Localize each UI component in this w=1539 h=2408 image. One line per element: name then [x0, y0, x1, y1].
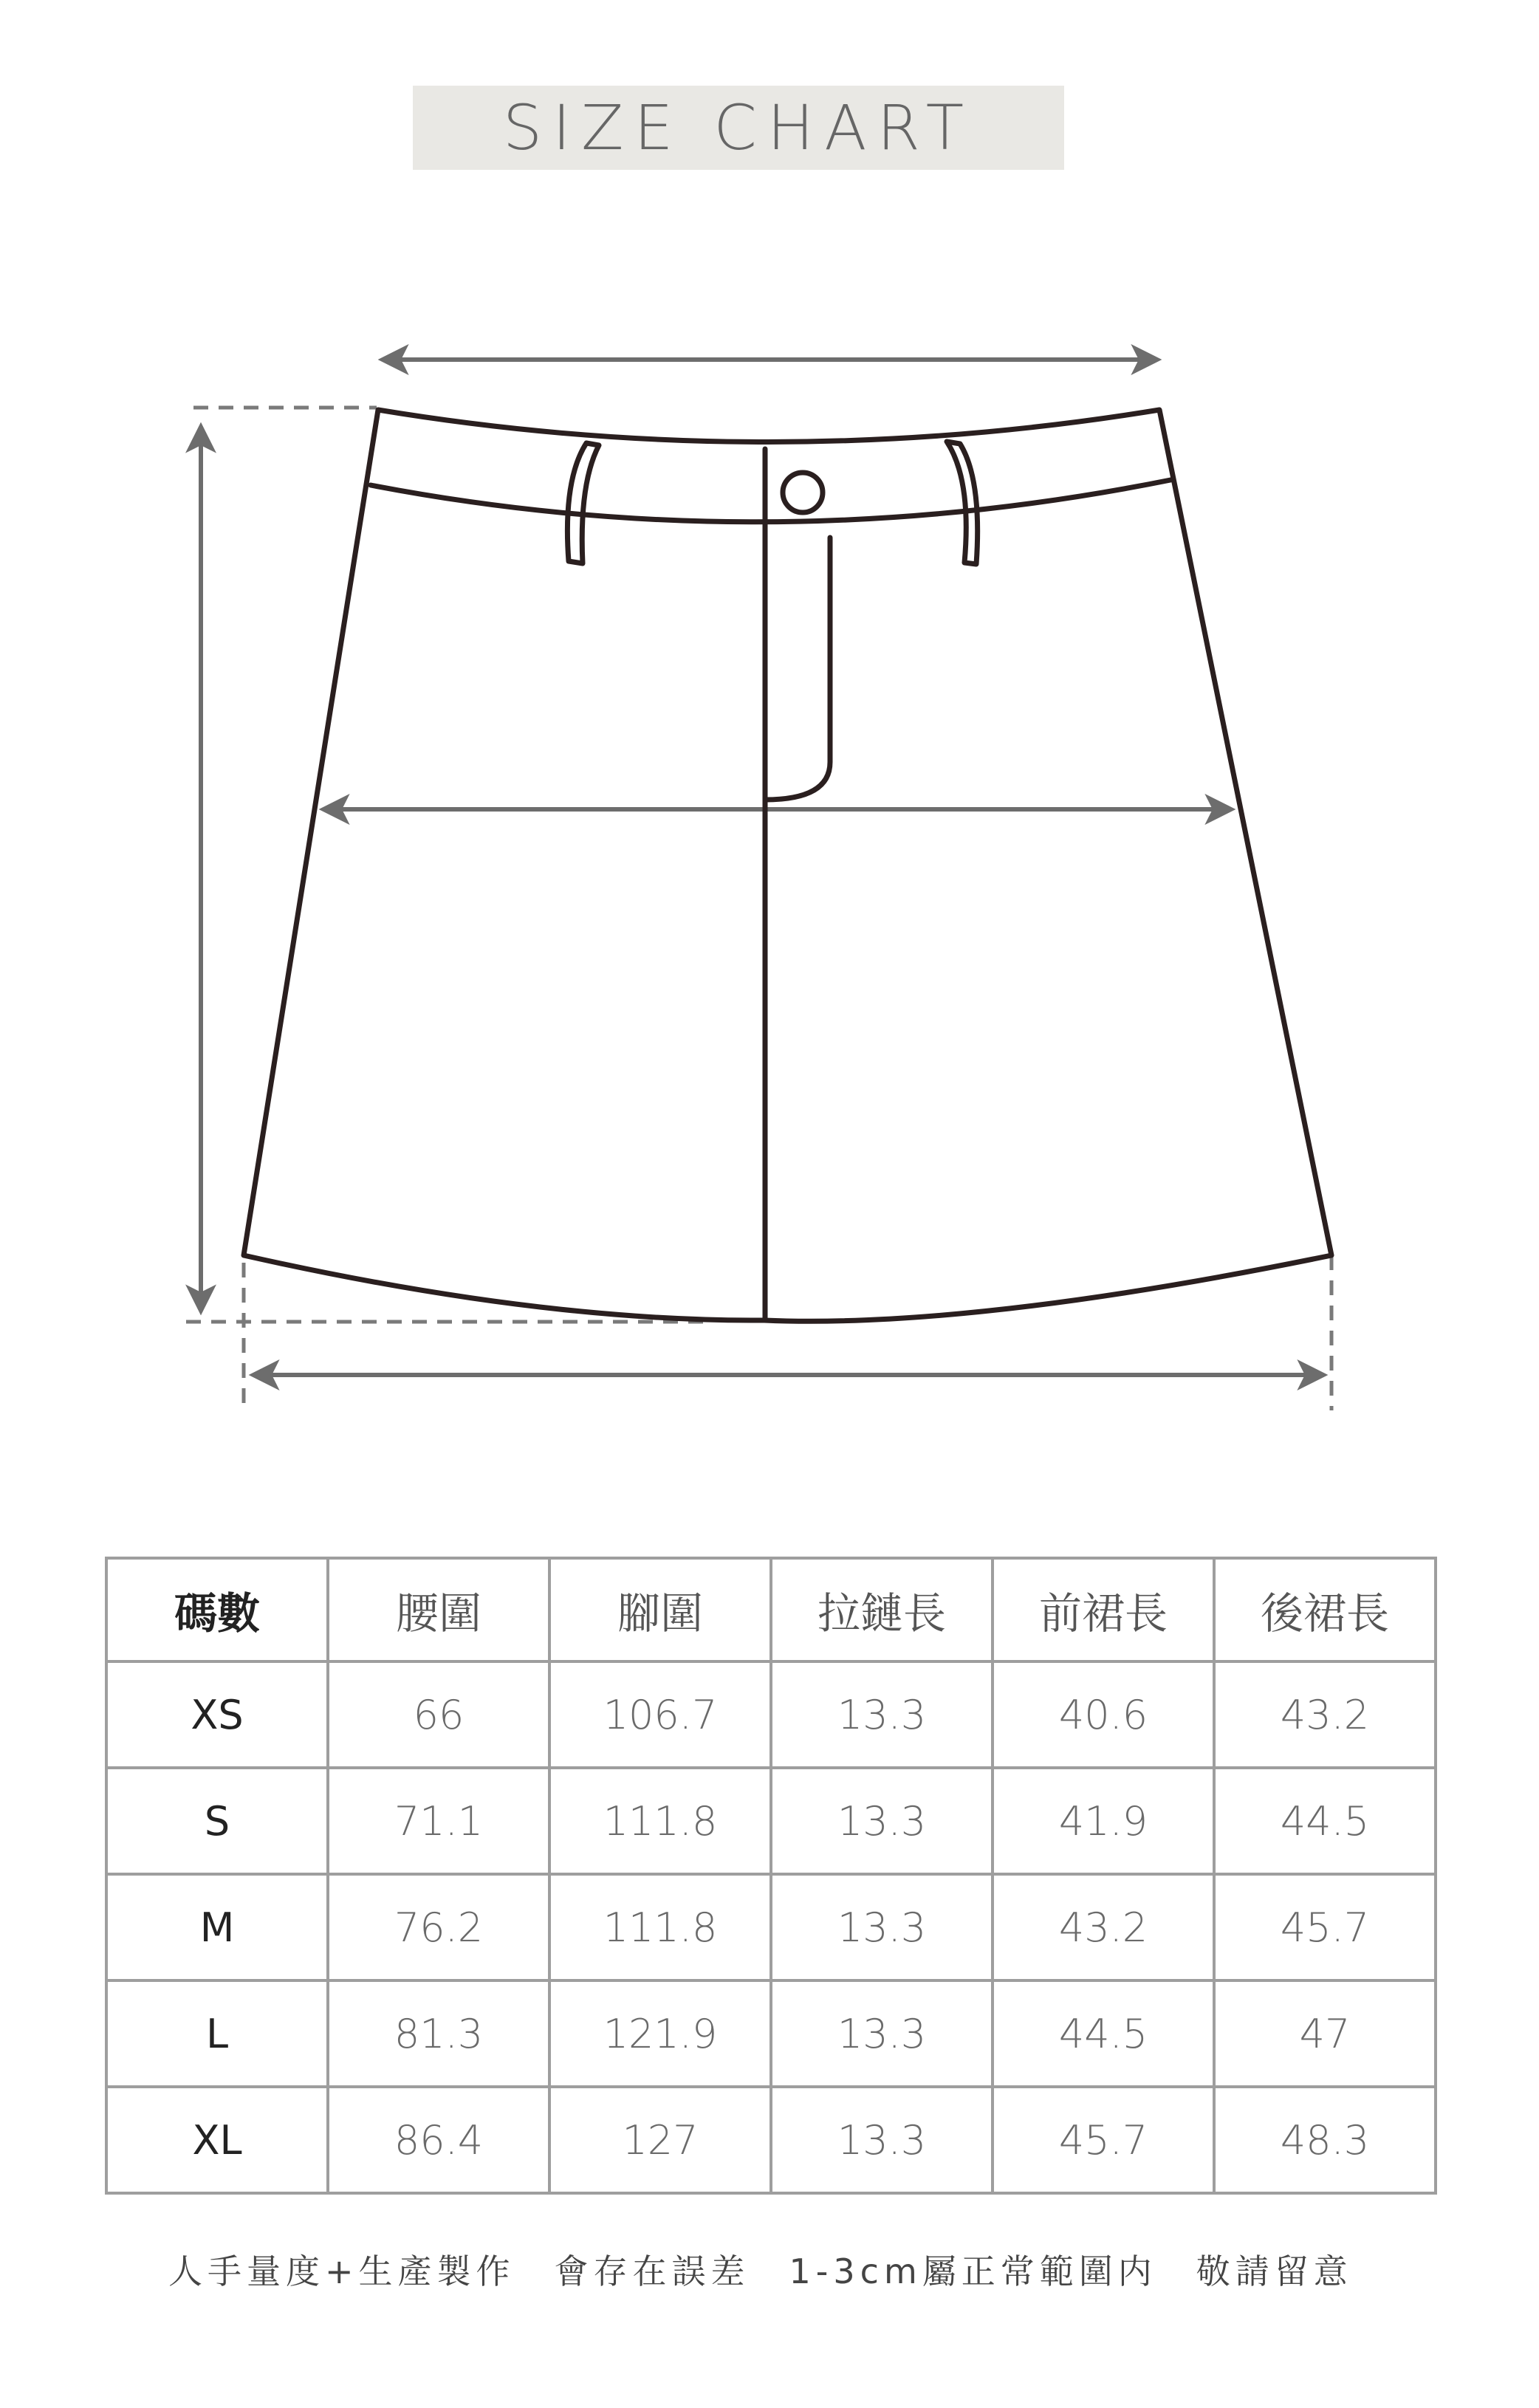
- belt-loop-right: [947, 442, 978, 564]
- table-cell: 111.8: [549, 1768, 771, 1874]
- belt-loop-left: [567, 443, 599, 563]
- header-size: 碼數: [106, 1558, 328, 1661]
- table-cell: 66: [328, 1661, 549, 1768]
- table-header-row: [106, 1558, 1436, 1661]
- table-cell: XL: [106, 2087, 328, 2193]
- table-cell: 76.2: [328, 1874, 549, 1980]
- dashed-guides: [186, 408, 1331, 1410]
- table-cell: 81.3: [328, 1980, 549, 2087]
- table-cell: 43.2: [993, 1874, 1214, 1980]
- table-cell: 121.9: [549, 1980, 771, 2087]
- table-cell: 40.6: [993, 1661, 1214, 1768]
- table-cell: 45.7: [1214, 1874, 1436, 1980]
- table-row: [106, 2087, 1436, 2193]
- table-cell: 13.3: [771, 1768, 993, 1874]
- table-row: [106, 1768, 1436, 1874]
- waistband-line: [371, 480, 1170, 522]
- fly-placket: [765, 538, 830, 800]
- table-row: [106, 1661, 1436, 1768]
- header-hem: 腳圍: [549, 1558, 771, 1661]
- skirt-outline: [244, 410, 1331, 1321]
- button-icon: [783, 473, 823, 512]
- table-cell: 127: [549, 2087, 771, 2193]
- table-cell: 41.9: [993, 1768, 1214, 1874]
- table-cell: 48.3: [1214, 2087, 1436, 2193]
- table-cell: 43.2: [1214, 1661, 1436, 1768]
- measurement-disclaimer: 人手量度+生產製作 會存在誤差 1-3cm屬正常範圍内 敬請留意: [168, 2251, 1353, 2291]
- table-cell: 13.3: [771, 2087, 993, 2193]
- skirt-illustration: [244, 410, 1331, 1321]
- table-cell: 44.5: [1214, 1768, 1436, 1874]
- table-cell: 111.8: [549, 1874, 771, 1980]
- size-chart-title: SIZE CHART: [502, 92, 975, 164]
- table-cell: 71.1: [328, 1768, 549, 1874]
- table-cell: 47: [1214, 1980, 1436, 2087]
- table-row: [106, 1874, 1436, 1980]
- table-cell: 13.3: [771, 1874, 993, 1980]
- table-row: [106, 1980, 1436, 2087]
- table-cell: XS: [106, 1661, 328, 1768]
- table-cell: 86.4: [328, 2087, 549, 2193]
- measurement-arrows: [201, 360, 1322, 1375]
- header-front-length: 前裙長: [993, 1558, 1214, 1661]
- table-cell: M: [106, 1874, 328, 1980]
- table-cell: S: [106, 1768, 328, 1874]
- header-waist: 腰圍: [328, 1558, 549, 1661]
- header-back-length: 後裙長: [1214, 1558, 1436, 1661]
- header-zipper-length: 拉鏈長: [771, 1558, 993, 1661]
- table-cell: 13.3: [771, 1661, 993, 1768]
- table-cell: 106.7: [549, 1661, 771, 1768]
- table-cell: 44.5: [993, 1980, 1214, 2087]
- table-cell: 45.7: [993, 2087, 1214, 2193]
- size-table: [105, 1557, 1437, 2195]
- table-cell: L: [106, 1980, 328, 2087]
- table-cell: 13.3: [771, 1980, 993, 2087]
